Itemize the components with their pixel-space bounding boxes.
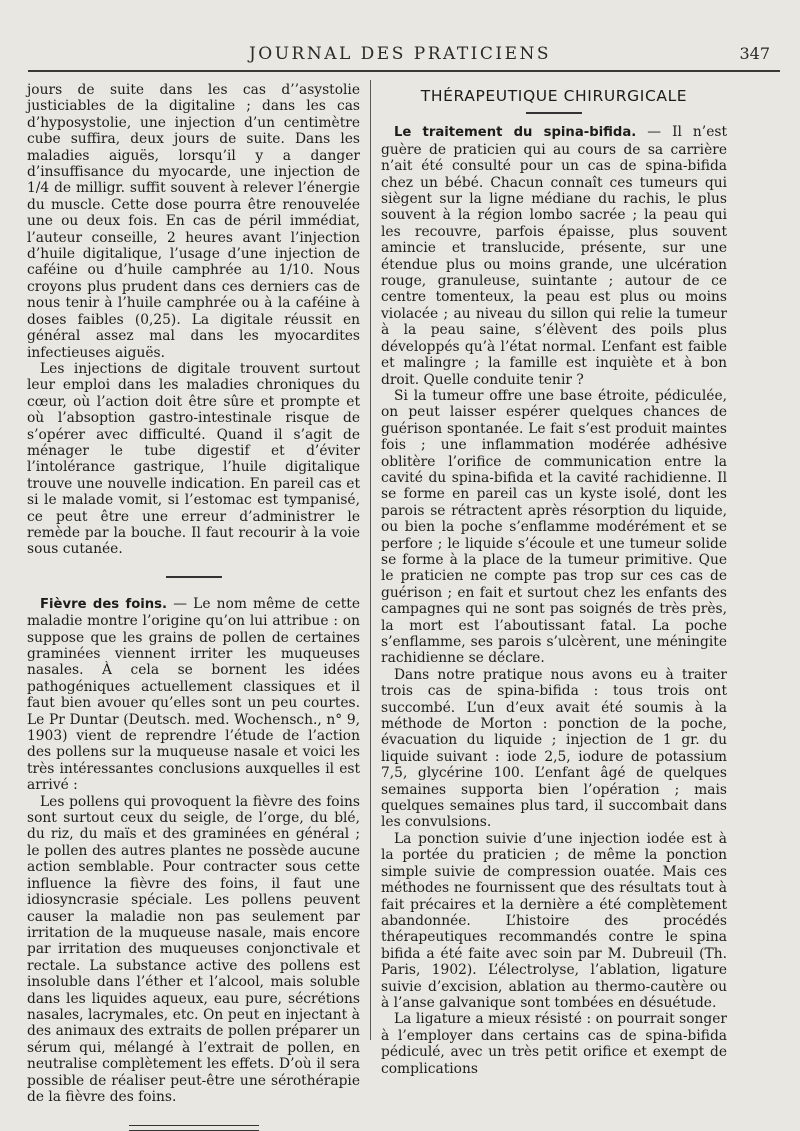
article-separator [166,576,222,578]
fievre-paragraph-1 [27,596,360,794]
left-column [27,82,360,1131]
spina-paragraph-5: La ligature a mieux résisté : on pourrait songer à l’employer dans certains cas de spina-bifida pédiculé, avec un très petit orifice et exempt de complications [381,1011,727,1077]
spina-text-1: — Il n’est guère de praticien qui au cours de sa carrière n’ait été consulté pour un cas de spina-bifida chez un bébé. Chacun connaît ces tumeurs qui siègent sur la ligne médiane du rachis, le plus souvent à la région lombo sacrée ; la peau qui les recouvre, parfois épaisse, plus souvent amincie et translucide, présente, sur une étendue plus ou moins grande, une ulcération rouge, granuleuse, suintante ; autour de ce centre tomenteux, la peau est plus ou moins violacée ; au niveau du sillon qui relie la tumeur à la peau saine, s’élèvent des poils plus développés qu’à l’état normal. L’enfant est faible et malingre ; la famille est inquiète et à bon droit. Quelle conduite tenir ? [381,124,727,388]
spina-paragraph-4: La ponction suivie d’une injection iodée est à la portée du praticien ; de même la ponction simple suivie de compression ouatée. Mais ces méthodes ne fournissent que des résultats tout à fait précaires et la dernière a été complètement abandonnée. L’histoire des procédés thérapeutiques recommandés contre le spina bifida a été faite avec soin par M. Dubreuil (Th. Paris, 1902). L’électrolyse, l’ablation, ligature suivie d’excision, ablation au thermo-cautère ou à l’anse galvanique sont tombées en désuétude. [381,830,727,1011]
spina-paragraph-1 [381,124,727,388]
section-title: THÉRAPEUTIQUE CHIRURGICALE [420,87,688,105]
journal-title: JOURNAL DES PRATICIENS [248,44,552,64]
fievre-text-1: — Le nom même de cette maladie montre l’origine qu’on lui attribue : on suppose que les grains de pollen de certaines graminées viennent irriter les muqueuses nasales. À cela se bornent les idées pathogéniques actuellement classiques et il faut bien avouer qu’elles sont un peu courtes. Le Pr Duntar (Deutsch. med. Wochensch., n° 9, 1903) vient de reprendre l’étude de l’action des pollens sur la muqueuse nasale et voici les très intéressantes conclusions auxquelles il est arrivé : [27,595,361,794]
spina-paragraph-2: Si la tumeur offre une base étroite, pédiculée, on peut laisser espérer quelques chances de guérison spontanée. Le fait s’est produit maintes fois ; une inflammation modérée adhésive oblitère l’orifice de communication entre la cavité du spina-bifida et la cavité rachidienne. Il se forme en pareil cas un kyste isolé, dont les parois se rétractent après résorption du liquide, ou bien la poche s’enflamme modérément et se perfore ; le liquide s’écoule et une tumeur solide se forme à la place de la tumeur primitive. Que le praticien ne compte pas trop sur ces cas de guérison ; en fait et surtout chez les enfants des campagnes qui ne sont pas soignés de très près, la mort est l’aboutissant fatal. La poche s’enflamme, ses parois s’ulcèrent, une méningite rachidienne se déclare. [381,387,727,667]
spina-heading: Le traitement du spina-bifida. [394,125,637,141]
end-separator [129,1125,259,1131]
section-separator [526,112,582,114]
running-head [0,44,800,66]
fievre-paragraph-2: Les pollens qui provoquent la fièvre des foins sont surtout ceux du seigle, de l’orge, du blé, du riz, du maïs et des graminées en général ; le pollen des autres plantes ne possède aucune action semblable. Pour contracter sous cette influence la fièvre des foins, il faut une idiosyncrasie spéciale. Les pollens peuvent causer la maladie non pas seulement par irritation de la muqueuse nasale, mais encore par irritation des muqueuses conjonctivale et rectale. La substance active des pollens est insoluble dans l’éther et l’alcool, mais soluble dans les liquides aqueux, eau pure, sécrétions nasales, lacrymales, etc. On peut en injectant à des animaux des extraits de pollen préparer un sérum qui, mélangé à l’extrait de pollen, en neutralise complètement les effets. D’où il sera possible de réaliser peut-être une sérothérapie de la fièvre des foins. [27,793,360,1105]
fievre-heading: Fièvre des foins. [40,596,168,612]
digitale-paragraph-2: Les injections de digitale trouvent surtout leur emploi dans les maladies chroniques du cœur, où l’action doit être sûre et prompte et où l’absoption gastro-intestinale risque de s’opérer avec difficulté. Quand il s’agit de ménager le tube digestif et d’éviter l’intolérance gastrique, l’huile digitalique trouve une nouvelle indication. En pareil cas et si le malade vomit, si l’estomac est tympanisé, ce peut être une erreur d’administrer le remède par la bouche. Il faut recourir à la voie sous cutanée. [27,360,360,558]
spina-paragraph-3: Dans notre pratique nous avons eu à traiter trois cas de spina-bifida : tous trois ont succombé. L’un d’eux avait été soumis à la méthode de Morton : ponction de la poche, évacuation du liquide ; injection de 1 gr. du liquide suivant : iode 2,5, iodure de potassium 7,5, glycérine 100. L’enfant âgé de quelques semaines supporta bien l’opération ; mais quelques semaines plus tard, il succombait dans les convulsions. [381,666,727,831]
digitale-paragraph-1: jours de suite dans les cas d’’asystolie justiciables de la digitaline ; dans les cas d’hyposystolie, une injection d’un centimètre cube suffira, deux jours de suite. Dans les maladies aiguës, lorsqu’il y a danger d’insuffisance du myocarde, une injection de 1/4 de milligr. suffit souvent à relever l’énergie du muscle. Cette dose pourra être renouvelée une ou deux fois. En cas de péril immédiat, l’auteur conseille, 2 heures avant l’injection d’huile digitalique, l’usage d’une injection de caféine ou d’huile camphrée au 1/10. Nous croyons plus prudent dans ces derniers cas de nous tenir à l’huile camphrée ou à la caféine à doses faibles (0,25). La digitale réussit en général assez mal dans les myocardites infectieuses aiguës. [27,82,360,361]
column-divider [370,80,371,1040]
header-rule [28,70,780,72]
page-number: 347 [739,44,770,63]
right-column [381,82,727,1077]
